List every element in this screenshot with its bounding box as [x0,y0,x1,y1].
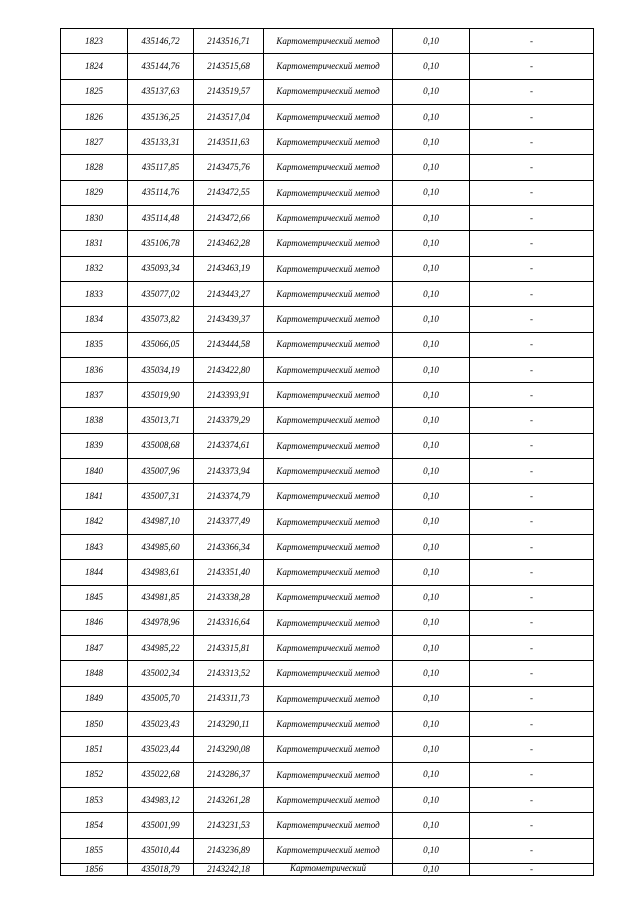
accuracy-cell: 0,10 [393,383,470,408]
y-coordinate-cell: 2143374,61 [194,433,264,458]
accuracy-cell: 0,10 [393,79,470,104]
description-cell: - [470,332,594,357]
x-coordinate-cell: 435136,25 [128,104,194,129]
accuracy-cell: 0,10 [393,180,470,205]
x-coordinate-cell: 435007,31 [128,484,194,509]
point-number-cell: 1852 [61,762,128,787]
table-row [61,180,594,205]
table-row [61,762,594,787]
method-cell: Картометрический метод [264,813,393,838]
description-cell: - [470,838,594,863]
method-cell: Картометрический метод [264,737,393,762]
x-coordinate-cell: 435114,48 [128,206,194,231]
y-coordinate-cell: 2143315,81 [194,636,264,661]
description-cell: - [470,459,594,484]
point-number-cell: 1837 [61,383,128,408]
table-row [61,130,594,155]
method-cell: Картометрический [264,863,393,875]
x-coordinate-cell: 434985,60 [128,534,194,559]
table-row [61,54,594,79]
table-row [61,610,594,635]
description-cell: - [470,610,594,635]
description-cell: - [470,712,594,737]
table-row [61,459,594,484]
method-cell: Картометрический метод [264,838,393,863]
x-coordinate-cell: 435023,43 [128,712,194,737]
description-cell: - [470,484,594,509]
point-number-cell: 1833 [61,281,128,306]
y-coordinate-cell: 2143472,66 [194,206,264,231]
method-cell: Картометрический метод [264,383,393,408]
point-number-cell: 1840 [61,459,128,484]
point-number-cell: 1856 [61,863,128,875]
description-cell: - [470,231,594,256]
point-number-cell: 1854 [61,813,128,838]
method-cell: Картометрический метод [264,54,393,79]
point-number-cell: 1843 [61,534,128,559]
point-number-cell: 1855 [61,838,128,863]
point-number-cell: 1850 [61,712,128,737]
point-number-cell: 1827 [61,130,128,155]
point-number-cell: 1835 [61,332,128,357]
method-cell: Картометрический метод [264,29,393,54]
table-row [61,661,594,686]
point-number-cell: 1839 [61,433,128,458]
accuracy-cell: 0,10 [393,838,470,863]
y-coordinate-cell: 2143393,91 [194,383,264,408]
point-number-cell: 1853 [61,787,128,812]
accuracy-cell: 0,10 [393,813,470,838]
description-cell: - [470,433,594,458]
y-coordinate-cell: 2143366,34 [194,534,264,559]
table-row [61,256,594,281]
y-coordinate-cell: 2143463,19 [194,256,264,281]
accuracy-cell: 0,10 [393,281,470,306]
y-coordinate-cell: 2143516,71 [194,29,264,54]
description-cell: - [470,813,594,838]
description-cell: - [470,787,594,812]
accuracy-cell: 0,10 [393,256,470,281]
table-row [61,155,594,180]
y-coordinate-cell: 2143374,79 [194,484,264,509]
y-coordinate-cell: 2143313,52 [194,661,264,686]
accuracy-cell: 0,10 [393,155,470,180]
method-cell: Картометрический метод [264,509,393,534]
table-row [61,636,594,661]
y-coordinate-cell: 2143515,68 [194,54,264,79]
x-coordinate-cell: 434985,22 [128,636,194,661]
point-number-cell: 1834 [61,307,128,332]
coordinates-table-body [61,29,594,876]
y-coordinate-cell: 2143290,11 [194,712,264,737]
point-number-cell: 1848 [61,661,128,686]
method-cell: Картометрический метод [264,231,393,256]
x-coordinate-cell: 435010,44 [128,838,194,863]
x-coordinate-cell: 435066,05 [128,332,194,357]
point-number-cell: 1849 [61,686,128,711]
table-row [61,585,594,610]
table-row [61,813,594,838]
accuracy-cell: 0,10 [393,636,470,661]
method-cell: Картометрический метод [264,357,393,382]
method-cell: Картометрический метод [264,180,393,205]
accuracy-cell: 0,10 [393,357,470,382]
method-cell: Картометрический метод [264,206,393,231]
method-cell: Картометрический метод [264,281,393,306]
description-cell: - [470,560,594,585]
description-cell: - [470,686,594,711]
y-coordinate-cell: 2143236,89 [194,838,264,863]
method-cell: Картометрический метод [264,762,393,787]
method-cell: Картометрический метод [264,155,393,180]
y-coordinate-cell: 2143422,80 [194,357,264,382]
description-cell: - [470,383,594,408]
y-coordinate-cell: 2143338,28 [194,585,264,610]
y-coordinate-cell: 2143439,37 [194,307,264,332]
x-coordinate-cell: 435034,19 [128,357,194,382]
table-row [61,838,594,863]
accuracy-cell: 0,10 [393,104,470,129]
point-number-cell: 1851 [61,737,128,762]
method-cell: Картометрический метод [264,661,393,686]
point-number-cell: 1838 [61,408,128,433]
accuracy-cell: 0,10 [393,307,470,332]
accuracy-cell: 0,10 [393,737,470,762]
table-row [61,104,594,129]
method-cell: Картометрический метод [264,560,393,585]
point-number-cell: 1844 [61,560,128,585]
accuracy-cell: 0,10 [393,459,470,484]
description-cell: - [470,29,594,54]
accuracy-cell: 0,10 [393,787,470,812]
y-coordinate-cell: 2143286,37 [194,762,264,787]
accuracy-cell: 0,10 [393,433,470,458]
description-cell: - [470,79,594,104]
x-coordinate-cell: 434983,12 [128,787,194,812]
description-cell: - [470,357,594,382]
x-coordinate-cell: 435137,63 [128,79,194,104]
description-cell: - [470,54,594,79]
accuracy-cell: 0,10 [393,54,470,79]
x-coordinate-cell: 434983,61 [128,560,194,585]
x-coordinate-cell: 435005,70 [128,686,194,711]
accuracy-cell: 0,10 [393,29,470,54]
method-cell: Картометрический метод [264,332,393,357]
accuracy-cell: 0,10 [393,585,470,610]
accuracy-cell: 0,10 [393,762,470,787]
table-row [61,433,594,458]
point-number-cell: 1828 [61,155,128,180]
table-row [61,29,594,54]
method-cell: Картометрический метод [264,484,393,509]
description-cell: - [470,585,594,610]
x-coordinate-cell: 435077,02 [128,281,194,306]
accuracy-cell: 0,10 [393,484,470,509]
x-coordinate-cell: 435117,85 [128,155,194,180]
table-row [61,408,594,433]
y-coordinate-cell: 2143373,94 [194,459,264,484]
y-coordinate-cell: 2143443,27 [194,281,264,306]
table-row [61,534,594,559]
description-cell: - [470,863,594,875]
method-cell: Картометрический метод [264,585,393,610]
y-coordinate-cell: 2143351,40 [194,560,264,585]
point-number-cell: 1823 [61,29,128,54]
table-row [61,560,594,585]
y-coordinate-cell: 2143462,28 [194,231,264,256]
y-coordinate-cell: 2143316,64 [194,610,264,635]
description-cell: - [470,534,594,559]
x-coordinate-cell: 434987,10 [128,509,194,534]
table-row [61,332,594,357]
table-row [61,307,594,332]
accuracy-cell: 0,10 [393,332,470,357]
x-coordinate-cell: 435073,82 [128,307,194,332]
accuracy-cell: 0,10 [393,130,470,155]
method-cell: Картометрический метод [264,130,393,155]
accuracy-cell: 0,10 [393,206,470,231]
y-coordinate-cell: 2143242,18 [194,863,264,875]
y-coordinate-cell: 2143519,57 [194,79,264,104]
description-cell: - [470,180,594,205]
x-coordinate-cell: 435002,34 [128,661,194,686]
method-cell: Картометрический метод [264,686,393,711]
y-coordinate-cell: 2143231,53 [194,813,264,838]
accuracy-cell: 0,10 [393,610,470,635]
y-coordinate-cell: 2143444,58 [194,332,264,357]
y-coordinate-cell: 2143475,76 [194,155,264,180]
description-cell: - [470,256,594,281]
method-cell: Картометрический метод [264,79,393,104]
x-coordinate-cell: 435093,34 [128,256,194,281]
accuracy-cell: 0,10 [393,712,470,737]
x-coordinate-cell: 435022,68 [128,762,194,787]
table-row [61,737,594,762]
accuracy-cell: 0,10 [393,661,470,686]
description-cell: - [470,661,594,686]
point-number-cell: 1832 [61,256,128,281]
table-row [61,787,594,812]
accuracy-cell: 0,10 [393,509,470,534]
description-cell: - [470,281,594,306]
x-coordinate-cell: 435023,44 [128,737,194,762]
table-row [61,712,594,737]
x-coordinate-cell: 435019,90 [128,383,194,408]
method-cell: Картометрический метод [264,712,393,737]
y-coordinate-cell: 2143472,55 [194,180,264,205]
x-coordinate-cell: 435007,96 [128,459,194,484]
point-number-cell: 1830 [61,206,128,231]
accuracy-cell: 0,10 [393,231,470,256]
x-coordinate-cell: 435106,78 [128,231,194,256]
accuracy-cell: 0,10 [393,686,470,711]
x-coordinate-cell: 435018,79 [128,863,194,875]
method-cell: Картометрический метод [264,104,393,129]
y-coordinate-cell: 2143517,04 [194,104,264,129]
table-row [61,206,594,231]
x-coordinate-cell: 435144,76 [128,54,194,79]
y-coordinate-cell: 2143377,49 [194,509,264,534]
x-coordinate-cell: 434978,96 [128,610,194,635]
description-cell: - [470,130,594,155]
point-number-cell: 1825 [61,79,128,104]
coordinates-table [60,28,594,876]
description-cell: - [470,206,594,231]
point-number-cell: 1824 [61,54,128,79]
description-cell: - [470,762,594,787]
accuracy-cell: 0,10 [393,863,470,875]
description-cell: - [470,737,594,762]
point-number-cell: 1842 [61,509,128,534]
description-cell: - [470,509,594,534]
x-coordinate-cell: 435146,72 [128,29,194,54]
x-coordinate-cell: 435114,76 [128,180,194,205]
point-number-cell: 1831 [61,231,128,256]
x-coordinate-cell: 435133,31 [128,130,194,155]
method-cell: Картометрический метод [264,459,393,484]
table-row [61,281,594,306]
point-number-cell: 1847 [61,636,128,661]
accuracy-cell: 0,10 [393,408,470,433]
method-cell: Картометрический метод [264,610,393,635]
x-coordinate-cell: 434981,85 [128,585,194,610]
table-row [61,79,594,104]
point-number-cell: 1829 [61,180,128,205]
table-row [61,383,594,408]
table-row [61,863,594,875]
point-number-cell: 1846 [61,610,128,635]
table-row [61,686,594,711]
description-cell: - [470,408,594,433]
table-row [61,357,594,382]
x-coordinate-cell: 435013,71 [128,408,194,433]
y-coordinate-cell: 2143511,63 [194,130,264,155]
y-coordinate-cell: 2143379,29 [194,408,264,433]
accuracy-cell: 0,10 [393,534,470,559]
method-cell: Картометрический метод [264,307,393,332]
table-row [61,509,594,534]
method-cell: Картометрический метод [264,636,393,661]
table-row [61,484,594,509]
method-cell: Картометрический метод [264,534,393,559]
point-number-cell: 1845 [61,585,128,610]
accuracy-cell: 0,10 [393,560,470,585]
description-cell: - [470,636,594,661]
method-cell: Картометрический метод [264,433,393,458]
description-cell: - [470,104,594,129]
y-coordinate-cell: 2143311,73 [194,686,264,711]
y-coordinate-cell: 2143261,28 [194,787,264,812]
y-coordinate-cell: 2143290,08 [194,737,264,762]
point-number-cell: 1836 [61,357,128,382]
method-cell: Картометрический метод [264,256,393,281]
description-cell: - [470,155,594,180]
method-cell: Картометрический метод [264,787,393,812]
point-number-cell: 1826 [61,104,128,129]
method-cell: Картометрический метод [264,408,393,433]
table-row [61,231,594,256]
x-coordinate-cell: 435001,99 [128,813,194,838]
x-coordinate-cell: 435008,68 [128,433,194,458]
point-number-cell: 1841 [61,484,128,509]
description-cell: - [470,307,594,332]
